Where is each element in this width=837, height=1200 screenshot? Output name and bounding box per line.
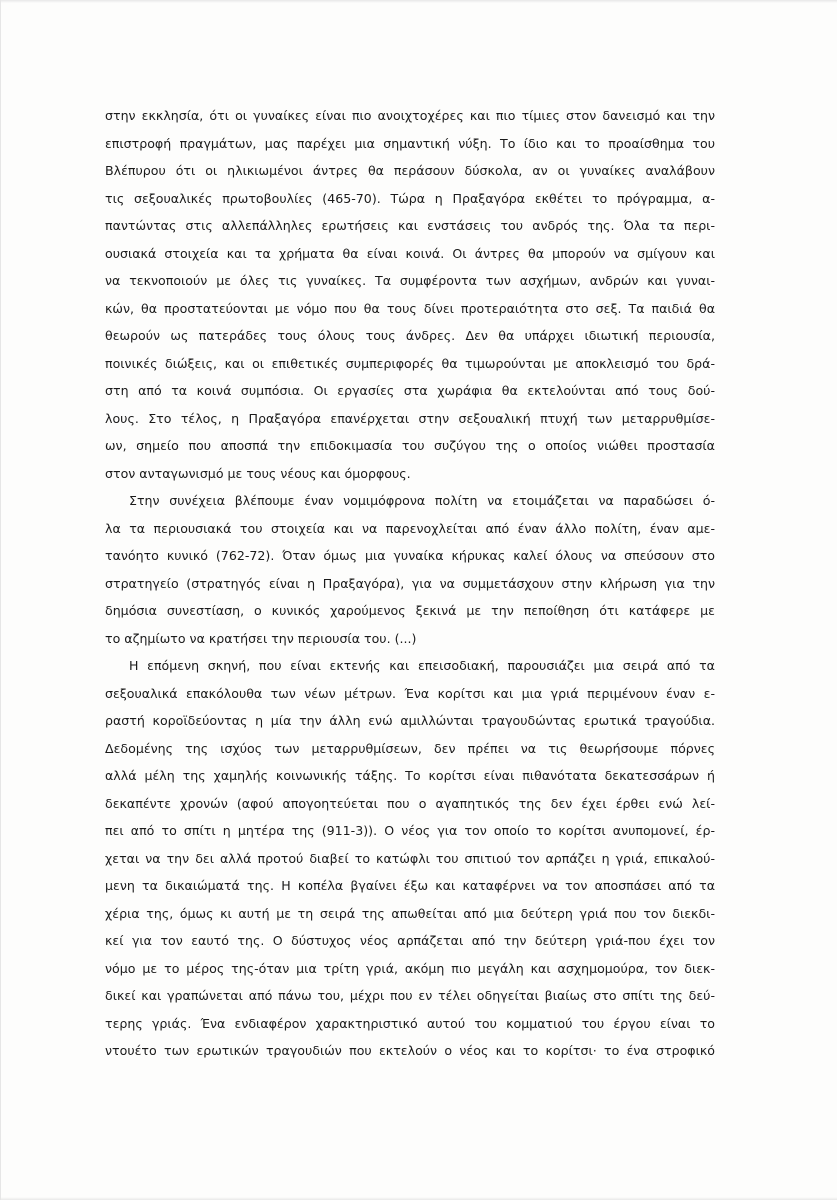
text-line: κών, θα προστατεύονται με νόμο που θα τους δίνει προτεραιότητα στο σεξ. Τα παιδιά θα	[105, 300, 715, 316]
text-line: στην εκκλησία, ότι οι γυναίκες είναι πιο ανοιχτοχέρες και πιο τίμιες στον δανεισμό και την	[105, 108, 715, 123]
paragraph-3	[105, 652, 715, 1065]
text-line: λα τα περιουσιακά του στοιχεία και να παρενοχλείται από έναν άλλο πολίτη, έναν αμε-	[105, 520, 715, 536]
text-line: Στην συνέχεια βλέπουμε έναν νομιμόφρονα πολίτη να ετοιμάζεται να παραδώσει ό-	[129, 493, 715, 508]
text-line: Βλέπυρου ότι οι ηλικιωμένοι άντρες θα περάσουν δύσκολα, αν οι γυναίκες αναλάβουν	[105, 163, 715, 178]
text-line: δικεί και γραπώνεται από πάνω του, μέχρι που εν τέλει οδηγείται βιαίως στο σπίτι της δεύ-	[105, 988, 715, 1003]
text-line: να τεκνοποιούν με όλες τις γυναίκες. Τα συμφέροντα των ασχήμων, ανδρών και γυναι-	[105, 273, 715, 288]
text-line: ποινικές διώξεις, και οι επιθετικές συμπεριφορές θα τιμωρούνται με αποκλεισμό του δρά-	[105, 355, 715, 371]
body-text	[105, 102, 715, 1065]
text-line: τις σεξουαλικές πρωτοβουλίες (465-70). Τώρα η Πραξαγόρα εκθέτει το πρόγραμμα, α-	[105, 190, 715, 206]
text-line: δημόσια συνεστίαση, ο κυνικός χαρούμενος ξεκινά με την πεποίθηση ότι κατάφερε με	[105, 603, 715, 618]
text-line: τερης γριάς. Ένα ενδιαφέρον χαρακτηριστικό αυτού του κομματιού του έργου είναι το	[105, 1015, 715, 1031]
text-line: Δεδομένης της ισχύος των μεταρρυθμίσεων, δεν πρέπει να τις θεωρήσουμε πόρνες	[105, 740, 715, 756]
scan-edge-top	[1, 0, 837, 3]
text-line: πει από το σπίτι η μητέρα της (911-3)). Ο νέος για τον οποίο το κορίτσι ανυπομονεί, έρ-	[105, 823, 715, 838]
text-line: νόμο με το μέρος της-όταν μια τρίτη γριά, ακόμη πιο μεγάλη και ασχημομούρα, τον διεκ-	[105, 960, 715, 976]
text-line: στρατηγείο (στρατηγός είναι η Πραξαγόρα), για να συμμετάσχουν στην κλήρωση για την	[105, 575, 715, 591]
text-line: δεκαπέντε χρονών (αφού απογοητεύεται που ο αγαπητικός της δεν έχει έρθει ενώ λεί-	[105, 795, 715, 811]
text-line: λους. Στο τέλος, η Πραξαγόρα επανέρχεται στην σεξουαλική πτυχή των μεταρρυθμίσε-	[105, 410, 715, 426]
text-line: παντώντας στις αλλεπάλληλες ερωτήσεις και ενστάσεις του ανδρός της. Όλα τα περι-	[105, 218, 715, 233]
text-line: αλλά μέλη της χαμηλής κοινωνικής τάξης. Το κορίτσι είναι πιθανότατα δεκατεσσάρων ή	[105, 768, 715, 783]
text-line: ραστή κοροϊδεύοντας η μία την άλλη ενώ αμιλλώνται τραγουδώντας ερωτικά τραγούδια.	[105, 713, 715, 728]
text-line: Η επόμενη σκηνή, που είναι εκτενής και επεισοδιακή, παρουσιάζει μια σειρά από τα	[129, 658, 715, 673]
text-line: μενη τα δικαιώματά της. Η κοπέλα βγαίνει έξω και καταφέρνει να τον αποσπάσει από τα	[105, 878, 715, 893]
text-line: στον ανταγωνισμό με τους νέους και όμορφους.	[105, 465, 411, 481]
paragraph-2	[105, 487, 715, 652]
text-line: ουσιακά στοιχεία και τα χρήματα θα είναι κοινά. Οι άντρες θα μπορούν να σμίγουν και	[105, 245, 715, 261]
text-line: το αζημίωτο να κρατήσει την περιουσία του. (...)	[105, 630, 417, 646]
text-line: ντουέτο των ερωτικών τραγουδιών που εκτελούν ο νέος και το κορίτσι· το ένα στροφικό	[105, 1043, 715, 1058]
text-line: τανόητο κυνικό (762-72). Όταν όμως μια γυναίκα κήρυκας καλεί όλους να σπεύσουν στο	[105, 548, 715, 563]
text-line: στη από τα κοινά συμπόσια. Οι εργασίες στα χωράφια θα εκτελούνται από τους δού-	[105, 383, 715, 398]
text-line: θεωρούν ως πατεράδες τους όλους τους άνδρες. Δεν θα υπάρχει ιδιωτική περιουσία,	[105, 328, 715, 343]
text-line: σεξουαλικά επακόλουθα των νέων μέτρων. Ένα κορίτσι και μια γριά περιμένουν έναν ε-	[105, 685, 715, 701]
text-line: χέρια της, όμως κι αυτή με τη σειρά της απωθείται από μια δεύτερη γριά που τον διεκδι-	[105, 905, 715, 921]
text-line: χεται να την δει αλλά προτού διαβεί το κατώφλι του σπιτιού τον αρπάζει η γριά, επικαλού-	[105, 850, 715, 866]
text-line: επιστροφή πραγμάτων, μας παρέχει μια σημαντική νύξη. Το ίδιο και το προαίσθημα του	[105, 135, 715, 151]
text-line: κεί για τον εαυτό της. Ο δύστυχος νέος αρπάζεται από την δεύτερη γριά-που έχει τον	[105, 933, 715, 948]
text-line: ων, σημείο που αποσπά την επιδοκιμασία του συζύγου της ο οποίος νιώθει προστασία	[105, 438, 715, 453]
paragraph-1	[105, 102, 715, 487]
